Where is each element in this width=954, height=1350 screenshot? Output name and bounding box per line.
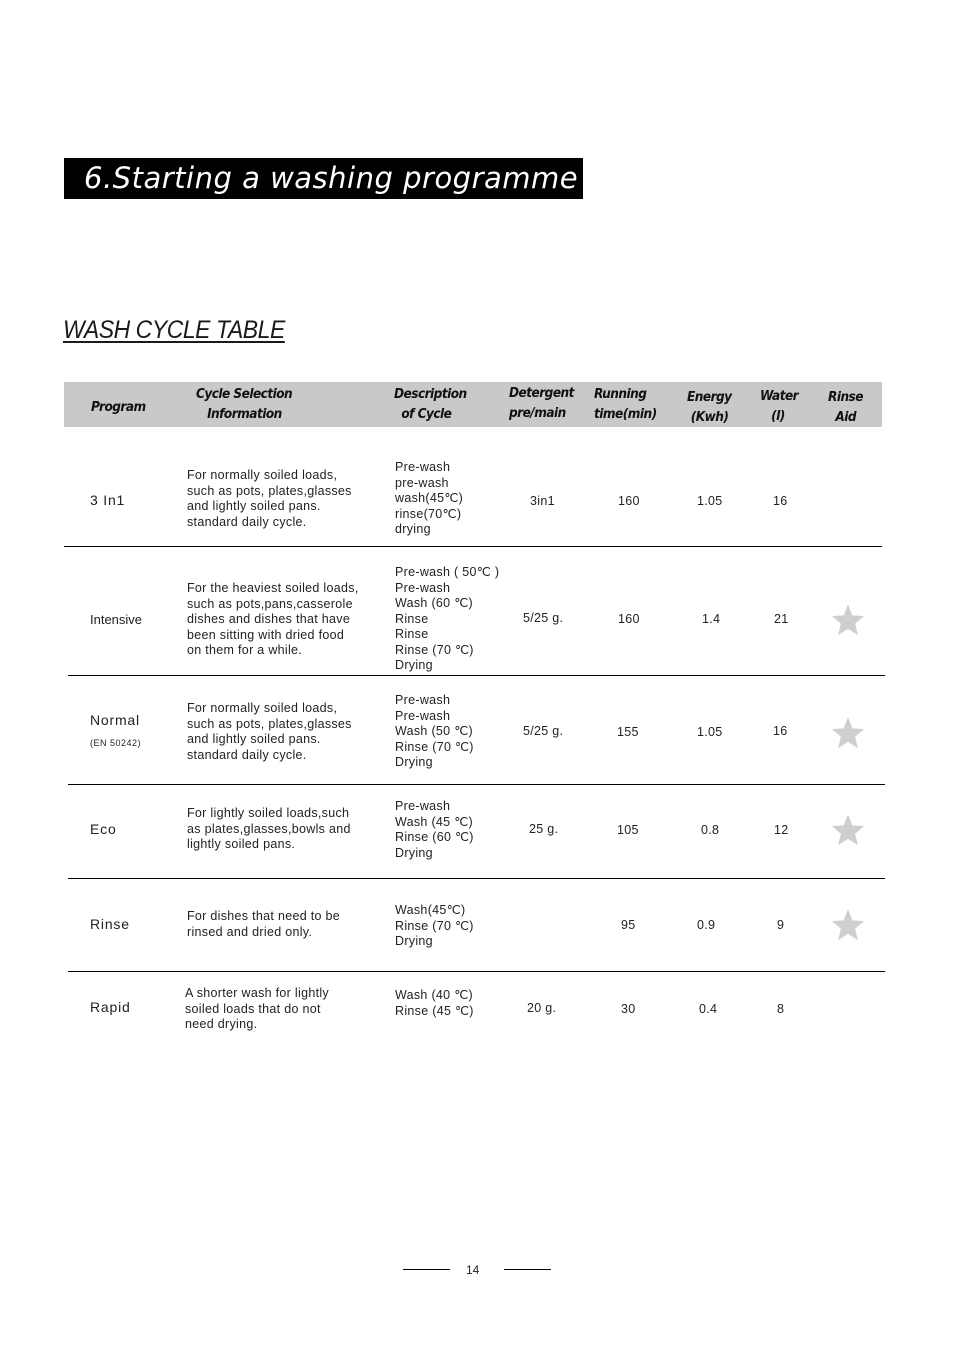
cycle-description: Pre-wash Wash (45 ℃) Rinse (60 ℃) Drying bbox=[395, 799, 474, 860]
header-program: Program bbox=[91, 399, 146, 415]
running-time-value: 160 bbox=[618, 494, 640, 508]
table-title: WASH CYCLE TABLE bbox=[63, 316, 285, 344]
cycle-description: Wash(45℃) Rinse (70 ℃) Drying bbox=[395, 903, 474, 948]
water-value: 16 bbox=[773, 724, 788, 738]
water-value: 16 bbox=[773, 494, 788, 508]
star-icon bbox=[831, 716, 865, 750]
header-cycle-info: Cycle Selection Information bbox=[196, 386, 293, 422]
running-time-value: 160 bbox=[618, 612, 640, 626]
energy-value: 1.05 bbox=[697, 725, 723, 739]
star-icon bbox=[831, 603, 865, 637]
cycle-description: Wash (40 ℃) Rinse (45 ℃) bbox=[395, 988, 474, 1018]
running-time-value: 30 bbox=[621, 1002, 636, 1016]
row-divider bbox=[68, 971, 885, 972]
header-description: Description of Cycle bbox=[394, 386, 467, 422]
header-rinse-aid: Rinse Aid bbox=[828, 389, 863, 425]
energy-value: 0.9 bbox=[697, 918, 716, 932]
row-divider bbox=[68, 675, 885, 676]
cycle-info: For normally soiled loads, such as pots, plates,glasses and lightly soiled pans. standard daily cycle. bbox=[187, 468, 352, 529]
row-divider bbox=[68, 784, 885, 785]
star-icon bbox=[831, 908, 865, 942]
cycle-info: For the heaviest soiled loads, such as pots,pans,casserole dishes and dishes that have been sitting with dried food on them for a while. bbox=[187, 581, 359, 657]
running-time-value: 95 bbox=[621, 918, 636, 932]
cycle-description: Pre-wash Pre-wash Wash (50 ℃) Rinse (70 ℃) Drying bbox=[395, 693, 474, 769]
cycle-info: A shorter wash for lightly soiled loads that do not need drying. bbox=[185, 986, 329, 1031]
running-time-value: 105 bbox=[617, 823, 639, 837]
program-note: (EN 50242) bbox=[90, 738, 142, 748]
cycle-description: Pre-wash pre-wash wash(45℃) rinse(70℃) drying bbox=[395, 460, 464, 536]
footer-rule-right bbox=[504, 1269, 551, 1270]
header-energy: Energy (Kwh) bbox=[687, 389, 732, 425]
section-title: 6.Starting a washing programme bbox=[64, 158, 583, 199]
cycle-info: For lightly soiled loads,such as plates,glasses,bowls and lightly soiled pans. bbox=[187, 806, 351, 851]
page-number: 14 bbox=[466, 1263, 480, 1277]
water-value: 8 bbox=[777, 1002, 785, 1016]
star-icon bbox=[831, 813, 865, 847]
energy-value: 0.4 bbox=[699, 1002, 718, 1016]
water-value: 21 bbox=[774, 612, 789, 626]
water-value: 9 bbox=[777, 918, 785, 932]
row-divider bbox=[64, 546, 882, 547]
header-running-time: Running time(min) bbox=[594, 386, 657, 422]
row-divider bbox=[68, 878, 885, 879]
footer-rule-left bbox=[403, 1269, 450, 1270]
energy-value: 1.05 bbox=[697, 494, 723, 508]
program-name: Intensive bbox=[90, 612, 143, 627]
header-detergent: Detergent pre/main bbox=[509, 385, 574, 421]
detergent-value: 20 g. bbox=[527, 1001, 557, 1015]
program-name: 3 In1 bbox=[90, 492, 126, 508]
program-name: Rapid bbox=[90, 999, 131, 1015]
detergent-value: 5/25 g. bbox=[523, 724, 564, 738]
program-name: Eco bbox=[90, 821, 117, 837]
detergent-value: 25 g. bbox=[529, 822, 559, 836]
cycle-info: For dishes that need to be rinsed and dried only. bbox=[187, 909, 341, 939]
detergent-value: 3in1 bbox=[530, 494, 555, 508]
program-name: Normal bbox=[90, 712, 140, 728]
energy-value: 0.8 bbox=[701, 823, 720, 837]
water-value: 12 bbox=[774, 823, 789, 837]
running-time-value: 155 bbox=[617, 725, 639, 739]
energy-value: 1.4 bbox=[702, 612, 721, 626]
cycle-description: Pre-wash ( 50℃ ) Pre-wash Wash (60 ℃) Rinse Rinse Rinse (70 ℃) Drying bbox=[395, 565, 500, 672]
header-water: Water (l) bbox=[760, 388, 799, 424]
program-name: Rinse bbox=[90, 916, 130, 932]
detergent-value: 5/25 g. bbox=[523, 611, 564, 625]
cycle-info: For normally soiled loads, such as pots, plates,glasses and lightly soiled pans. standard daily cycle. bbox=[187, 701, 352, 762]
